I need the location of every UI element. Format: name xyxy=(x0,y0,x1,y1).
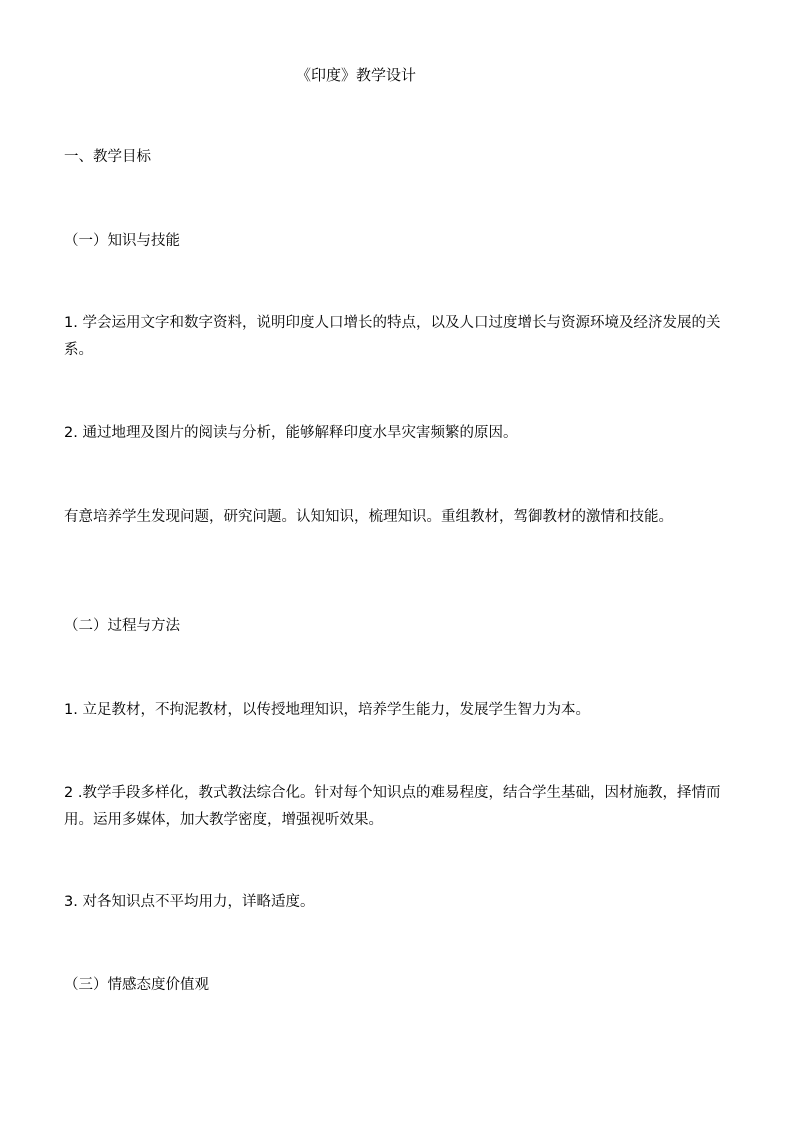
method-item-1: 1. 立足教材，不拘泥教材，以传授地理知识，培养学生能力，发展学生智力为本。 xyxy=(64,702,590,718)
subheading-emotion-values: （三）情感态度价值观 xyxy=(64,977,209,993)
subheading-process-methods: （二）过程与方法 xyxy=(64,618,180,634)
document-title: 《印度》教学设计 xyxy=(295,66,416,84)
knowledge-item-1: 1. 学会运用文字和数字资料，说明印度人口增长的特点，以及人口过度增长与资源环境及经济发展的关系。 xyxy=(64,315,721,358)
section-heading-teaching-goals: 一、教学目标 xyxy=(64,149,151,165)
knowledge-item-2: 2. 通过地理及图片的阅读与分析，能够解释印度水旱灾害频繁的原因。 xyxy=(64,425,518,441)
method-item-3: 3. 对各知识点不平均用力，详略适度。 xyxy=(64,894,315,910)
knowledge-paragraph: 有意培养学生发现问题，研究问题。认知知识，梳理知识。重组教材，驾御教材的激情和技能。 xyxy=(64,509,673,525)
method-item-2: 2 .教学手段多样化，教式教法综合化。针对每个知识点的难易程度，结合学生基础，因材施教，择情而用。运用多媒体，加大教学密度，增强视听效果。 xyxy=(64,785,721,828)
subheading-knowledge-skills: （一）知识与技能 xyxy=(64,233,180,249)
